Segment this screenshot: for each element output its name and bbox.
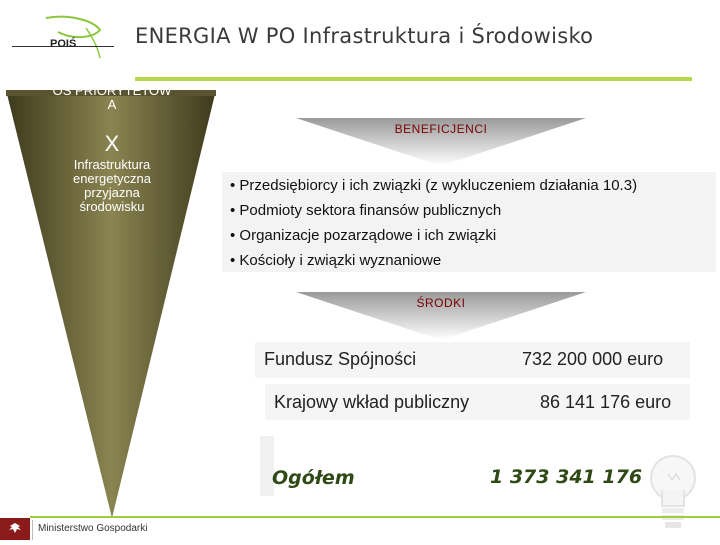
total-value: 1 373 341 176 xyxy=(490,466,643,488)
axis-description: Infrastruktura energetyczna przyjazna środowisku xyxy=(72,157,152,214)
beneficiaries-heading: BENEFICJENCI xyxy=(394,122,488,136)
funds-heading: ŚRODKI xyxy=(416,296,466,310)
leaf-logo-icon xyxy=(38,10,128,60)
footer-accent-line xyxy=(30,516,720,518)
beneficiary-item: • Kościoły i związki wyznaniowe xyxy=(230,252,442,269)
beneficiary-item: • Organizacje pozarządowe i ich związki xyxy=(230,227,497,244)
beneficiary-item: • Przedsiębiorcy i ich związki (z wykluczeniem działania 10.3) xyxy=(230,177,638,194)
page-title: ENERGIA W PO Infrastruktura i Środowisko xyxy=(135,24,594,48)
axis-label: OŚ PRIORYTETOW A xyxy=(52,83,172,112)
beneficiary-item: • Podmioty sektora finansów publicznych xyxy=(230,202,502,219)
national-contribution-value: 86 141 176 euro xyxy=(540,392,672,412)
total-label: Ogółem xyxy=(272,467,355,489)
axis-number: X xyxy=(104,131,120,156)
title-accent-bar xyxy=(135,77,692,81)
lightbulb-icon xyxy=(648,450,698,534)
cohesion-fund-value: 732 200 000 euro xyxy=(522,349,664,369)
cohesion-fund-label: Fundusz Spójności xyxy=(264,349,417,369)
ministry-name: Ministerstwo Gospodarki xyxy=(38,523,148,534)
national-contribution-label: Krajowy wkład publiczny xyxy=(274,392,470,412)
logo-text: POIŚ xyxy=(50,38,77,50)
eagle-emblem-icon xyxy=(0,518,30,540)
